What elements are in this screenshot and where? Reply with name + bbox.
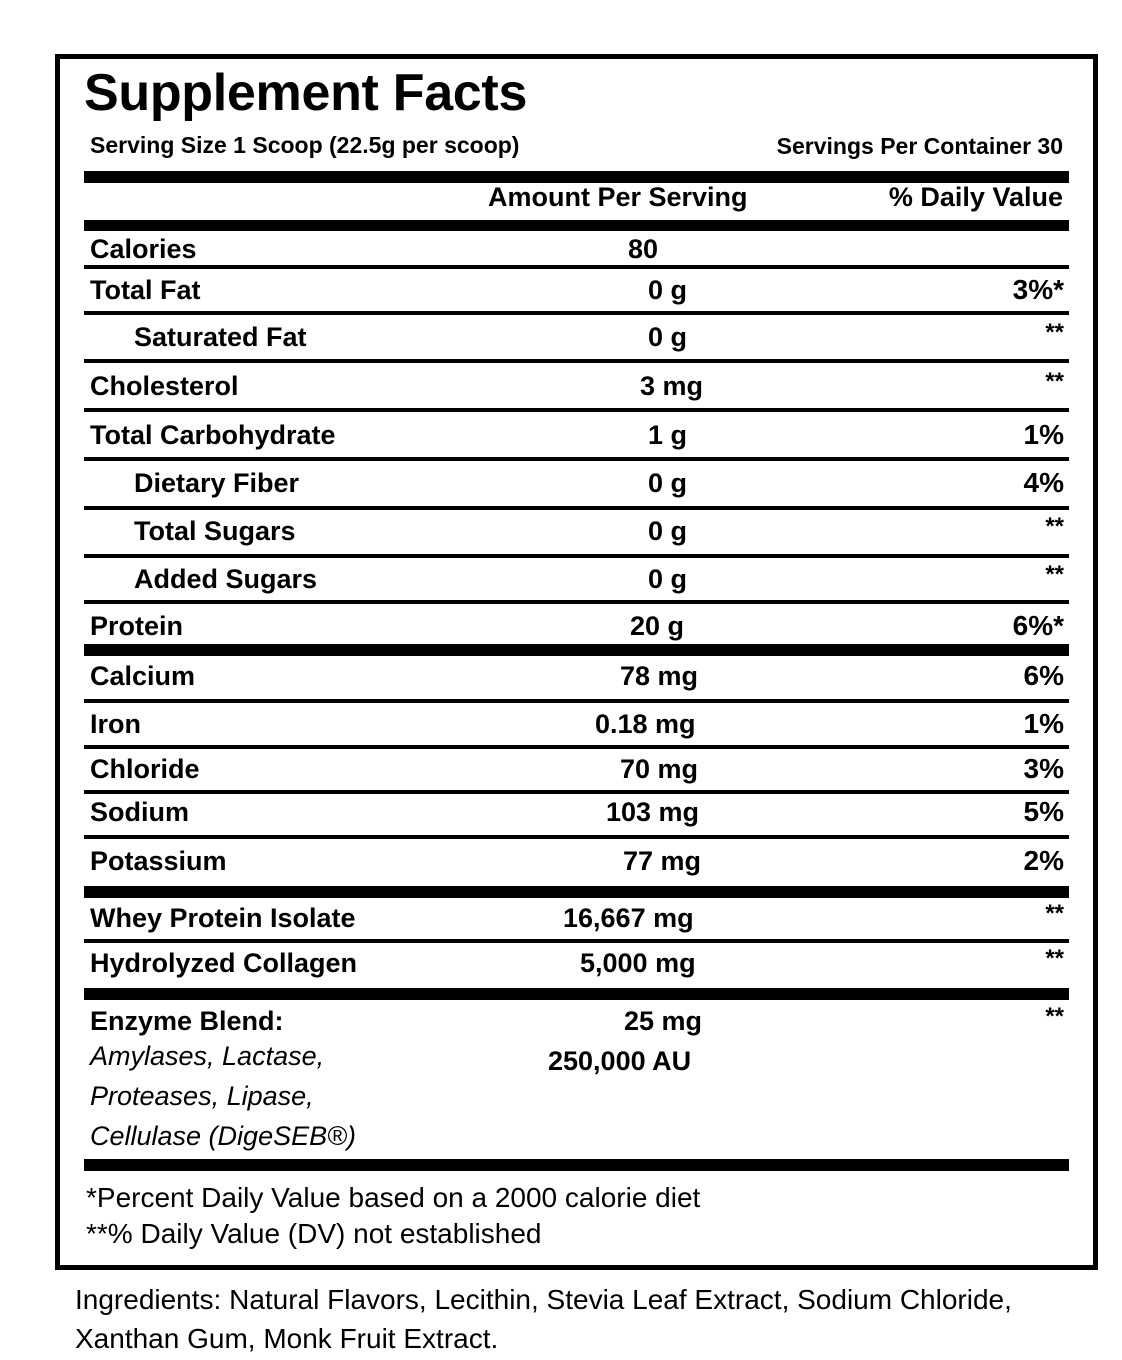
section-thick-divider xyxy=(84,988,1069,1000)
nutrient-name: Added Sugars xyxy=(134,564,318,594)
nutrient-daily-value: ** xyxy=(1045,319,1064,346)
servings-per-container: Servings Per Container 30 xyxy=(776,133,1063,159)
nutrient-amount: 20 g xyxy=(630,611,685,641)
nutrient-name: Potassium xyxy=(90,846,227,876)
nutrient-daily-value: ** xyxy=(1045,561,1064,588)
section-thick-divider xyxy=(84,644,1069,656)
row-divider xyxy=(84,699,1069,703)
nutrient-daily-value: 4% xyxy=(1023,467,1064,498)
ingredients-list: Ingredients: Natural Flavors, Lecithin, Stevia Leaf Extract, Sodium Chloride, Xanthan Gum, Monk Fruit Extract. xyxy=(75,1284,1012,1354)
nutrient-amount: 5,000 mg xyxy=(580,948,696,978)
enzyme-component-line: Proteases, Lipase, xyxy=(90,1081,314,1111)
nutrient-daily-value: 6%* xyxy=(1012,610,1064,641)
nutrient-daily-value: 3%* xyxy=(1012,274,1064,305)
enzyme-blend-name: Enzyme Blend: xyxy=(90,1006,284,1036)
nutrient-name: Calcium xyxy=(90,661,196,691)
nutrient-amount: 0 g xyxy=(648,468,688,498)
nutrient-amount: 0 g xyxy=(648,322,688,352)
nutrient-amount: 3 mg xyxy=(640,371,704,401)
section-thick-divider xyxy=(84,886,1069,898)
nutrient-daily-value: 1% xyxy=(1023,708,1064,739)
nutrient-name: Chloride xyxy=(90,754,200,784)
enzyme-component-line: Amylases, Lactase, xyxy=(90,1041,325,1071)
nutrient-name: Dietary Fiber xyxy=(134,468,300,498)
nutrient-name: Saturated Fat xyxy=(134,322,307,352)
nutrient-name: Hydrolyzed Collagen xyxy=(90,948,358,978)
nutrient-amount: 78 mg xyxy=(620,661,699,691)
nutrient-daily-value: ** xyxy=(1045,368,1064,395)
row-divider xyxy=(84,790,1069,794)
row-divider xyxy=(84,835,1069,839)
row-divider xyxy=(84,554,1069,558)
nutrient-name: Protein xyxy=(90,611,184,641)
daily-value-header: % Daily Value xyxy=(888,182,1063,212)
supplement-facts-panel xyxy=(55,54,1098,1270)
row-divider xyxy=(84,939,1069,943)
nutrient-daily-value: 2% xyxy=(1023,845,1064,876)
nutrient-amount: 70 mg xyxy=(620,754,699,784)
column-header-divider xyxy=(84,220,1069,231)
nutrient-name: Cholesterol xyxy=(90,371,239,401)
row-divider xyxy=(84,506,1069,510)
enzyme-component-line: Cellulase (DigeSEB®) xyxy=(90,1121,356,1151)
nutrient-amount: 0 g xyxy=(648,516,688,546)
nutrient-amount: 103 mg xyxy=(606,797,700,827)
nutrient-daily-value: 1% xyxy=(1023,419,1064,450)
nutrient-daily-value: 3% xyxy=(1023,753,1064,784)
footnote-dv-not-established: **% Daily Value (DV) not established xyxy=(86,1218,542,1249)
nutrient-amount: 1 g xyxy=(648,420,688,450)
row-divider xyxy=(84,745,1069,749)
serving-size: Serving Size 1 Scoop (22.5g per scoop) xyxy=(90,132,520,158)
nutrient-amount: 16,667 mg xyxy=(563,903,694,933)
enzyme-blend-activity: 250,000 AU xyxy=(548,1046,692,1076)
row-divider xyxy=(84,265,1069,269)
nutrient-amount: 77 mg xyxy=(623,846,702,876)
nutrient-amount: 0 g xyxy=(648,275,688,305)
nutrient-name: Iron xyxy=(90,709,141,739)
row-divider xyxy=(84,359,1069,363)
nutrient-name: Whey Protein Isolate xyxy=(90,903,356,933)
nutrient-daily-value: ** xyxy=(1045,513,1064,540)
nutrient-daily-value: 5% xyxy=(1023,796,1064,827)
nutrient-name: Total Fat xyxy=(90,275,201,305)
nutrient-name: Calories xyxy=(90,234,197,264)
enzyme-blend-daily-value: ** xyxy=(1045,1003,1064,1030)
nutrient-daily-value: ** xyxy=(1045,945,1064,972)
footnote-percent-dv: *Percent Daily Value based on a 2000 calorie diet xyxy=(86,1182,701,1213)
row-divider xyxy=(84,600,1069,604)
nutrient-name: Total Carbohydrate xyxy=(90,420,336,450)
nutrient-name: Total Sugars xyxy=(134,516,296,546)
amount-per-serving-header: Amount Per Serving xyxy=(488,182,748,212)
nutrient-amount: 0.18 mg xyxy=(595,709,696,739)
nutrient-name: Sodium xyxy=(90,797,189,827)
enzyme-blend-amount: 25 mg xyxy=(624,1006,703,1036)
footer-thick-divider xyxy=(84,1159,1069,1171)
row-divider xyxy=(84,408,1069,412)
row-divider xyxy=(84,311,1069,315)
row-divider xyxy=(84,457,1069,461)
nutrient-amount: 80 xyxy=(628,234,659,264)
nutrient-amount: 0 g xyxy=(648,564,688,594)
panel-title: Supplement Facts xyxy=(84,64,528,122)
nutrient-daily-value: 6% xyxy=(1023,660,1064,691)
nutrient-daily-value: ** xyxy=(1045,900,1064,927)
